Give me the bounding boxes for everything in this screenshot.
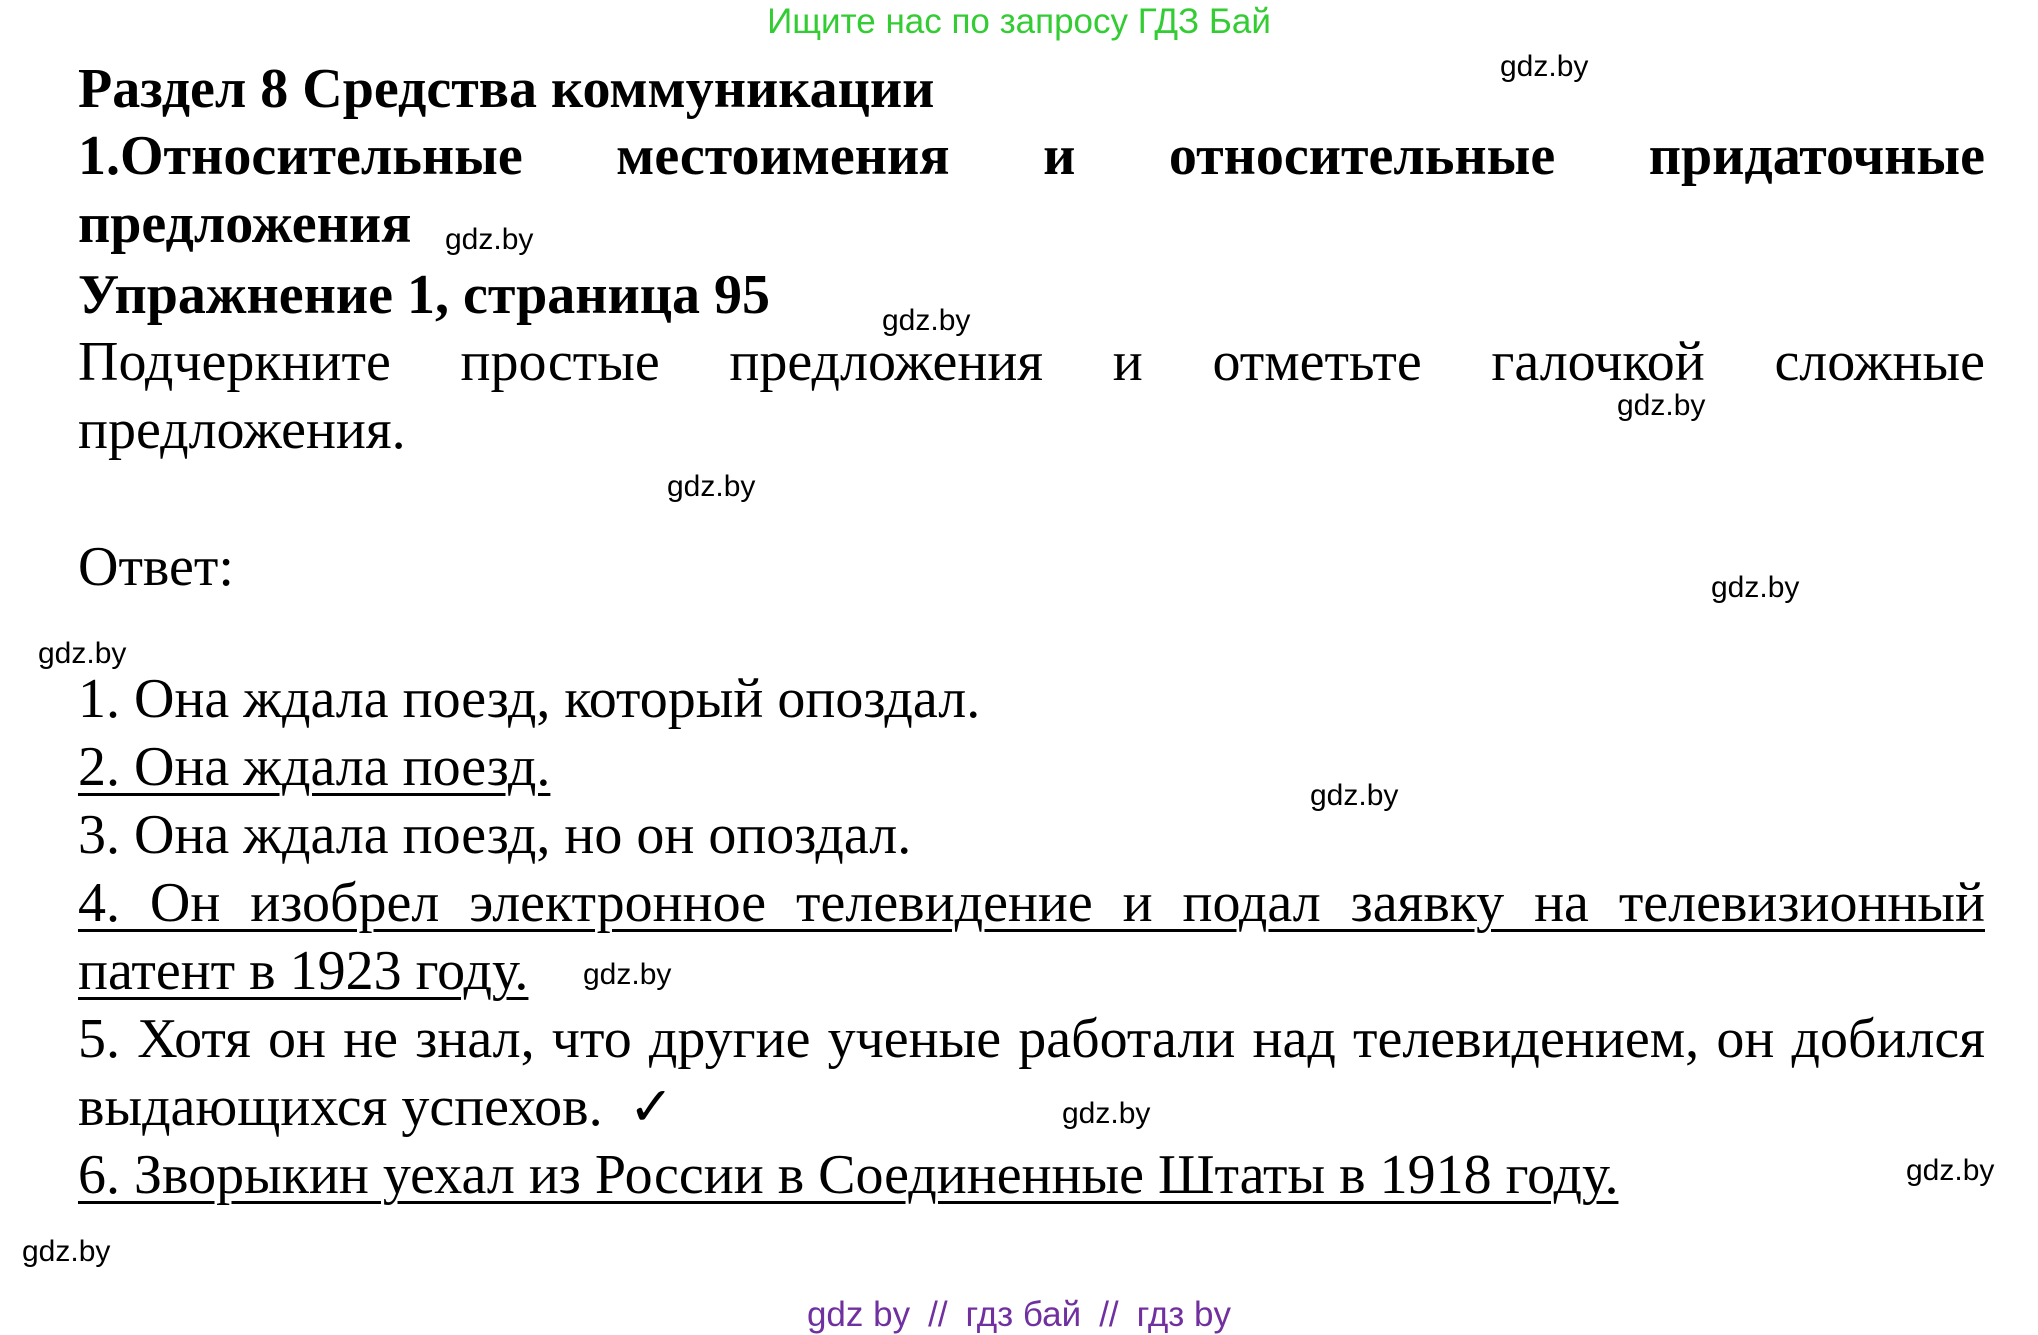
watermark: gdz.by — [1906, 1154, 1995, 1187]
watermark: gdz.by — [882, 304, 971, 337]
answer-item-6 — [78, 1141, 1985, 1209]
watermark: gdz.by — [38, 637, 127, 670]
topic-title: 1.Относительные местоимения и относительные придаточные предложения — [78, 125, 1985, 255]
footer-separator: // — [928, 1295, 948, 1334]
watermark: gdz.by — [22, 1235, 111, 1268]
watermark: gdz.by — [1617, 389, 1706, 422]
search-banner: Ищите нас по запросу ГДЗ Бай — [767, 2, 1271, 41]
footer-link-gdz-by-cyr[interactable]: гдз by — [1136, 1295, 1232, 1334]
watermark: gdz.by — [1711, 571, 1800, 604]
answer-item-text: 3. Она ждала поезд, но он опоздал. — [78, 804, 912, 866]
section-title: Раздел 8 Средства коммуникации — [78, 58, 935, 120]
answer-item-text: 6. Зворыкин уехал из России в Соединенные Штаты в 1918 году. — [78, 1144, 1619, 1206]
answer-label: Ответ: — [78, 536, 234, 598]
watermark: gdz.by — [1310, 779, 1399, 812]
footer-link-gdz-by[interactable]: gdz by — [806, 1295, 911, 1334]
answer-item-text: 4. Он изобрел электронное телевидение и подал заявку на телевизионный патент в 1923 году. — [78, 872, 1985, 1002]
footer-separator: // — [1099, 1295, 1119, 1334]
answer-item-2 — [78, 733, 1985, 801]
watermark: gdz.by — [1500, 50, 1589, 83]
answer-item-text: 5. Хотя он не знал, что другие ученые работали над телевидением, он добился выдающихся успехов. — [78, 1008, 1985, 1138]
answer-item-5 — [78, 1005, 1985, 1141]
answer-item-text: 2. Она ждала поезд. — [78, 736, 551, 798]
checkmark-icon: ✓ — [628, 1075, 674, 1138]
answer-item-3 — [78, 801, 1985, 869]
footer-link-gdz-bai[interactable]: гдз бай — [965, 1295, 1082, 1334]
watermark: gdz.by — [583, 958, 672, 991]
footer-links — [0, 1295, 2038, 1335]
exercise-title: Упражнение 1, страница 95 — [78, 264, 771, 326]
answer-item-text: 1. Она ждала поезд, который опоздал. — [78, 668, 981, 730]
watermark: gdz.by — [1062, 1097, 1151, 1130]
answer-item-4 — [78, 869, 1985, 1005]
answer-item-1 — [78, 665, 1985, 733]
task-instructions: Подчеркните простые предложения и отметьте галочкой сложные предложения. — [78, 331, 1985, 461]
watermark: gdz.by — [445, 223, 534, 256]
watermark: gdz.by — [667, 470, 756, 503]
